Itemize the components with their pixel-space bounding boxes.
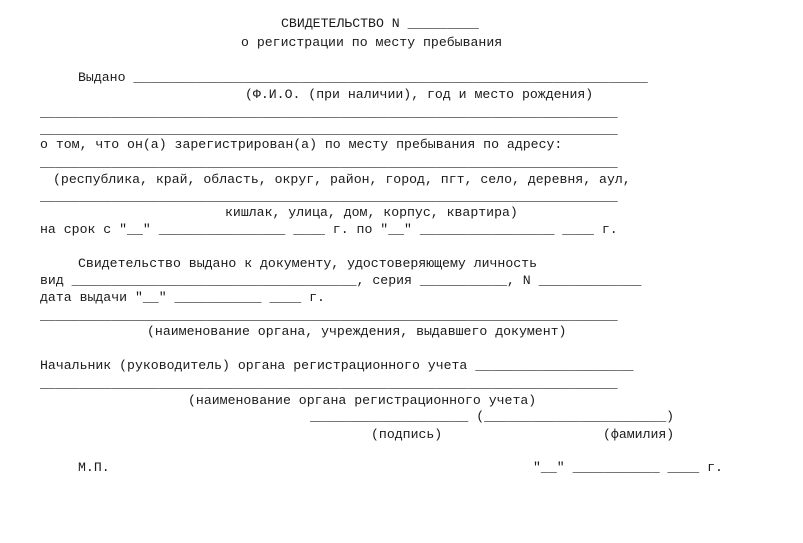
blank-line-2: _________________________________________________________________________ [40, 122, 618, 137]
form-title: СВИДЕТЕЛЬСТВО N _________ [281, 16, 479, 31]
fio-caption: (Ф.И.О. (при наличии), год и место рождения) [245, 87, 594, 102]
blank-line-3: _________________________________________________________________________ [40, 155, 618, 170]
form-subtitle: о регистрации по месту пребывания [241, 35, 503, 50]
date-line: "__" ___________ ____ г. [533, 460, 723, 475]
head-of-authority-line: Начальник (руководитель) органа регистрационного учета ____________________ [40, 358, 634, 373]
issue-date-line: дата выдачи "__" ___________ ____ г. [40, 290, 325, 305]
signature-line: ____________________ (_______________________) [310, 409, 675, 424]
stamp-label: М.П. [78, 460, 110, 475]
blank-line-4: _________________________________________________________________________ [40, 189, 618, 204]
registered-text: о том, что он(а) зарегистрирован(а) по месту пребывания по адресу: [40, 137, 563, 152]
address-caption-1: (республика, край, область, округ, район, город, пгт, село, деревня, аул, [53, 172, 631, 187]
blank-line-5: _________________________________________________________________________ [40, 308, 618, 323]
signature-caption: (подпись) [371, 427, 443, 442]
blank-line-1: _________________________________________________________________________ [40, 105, 618, 120]
address-caption-2: кишлак, улица, дом, корпус, квартира) [225, 205, 518, 220]
surname-caption: (фамилия) [603, 427, 675, 442]
term-line: на срок с "__" ________________ ____ г. по "__" _________________ ____ г. [40, 222, 618, 237]
document-issued-text: Свидетельство выдано к документу, удостоверяющему личность [78, 256, 537, 271]
blank-line-6: _________________________________________________________________________ [40, 376, 618, 391]
issuing-authority-caption: (наименование органа, учреждения, выдавшего документ) [147, 324, 567, 339]
issued-to-line: Выдано _________________________________________________________________ [78, 70, 648, 85]
registration-authority-caption: (наименование органа регистрационного учета) [188, 393, 537, 408]
document-type-line: вид ____________________________________, серия ___________, N _____________ [40, 273, 642, 288]
